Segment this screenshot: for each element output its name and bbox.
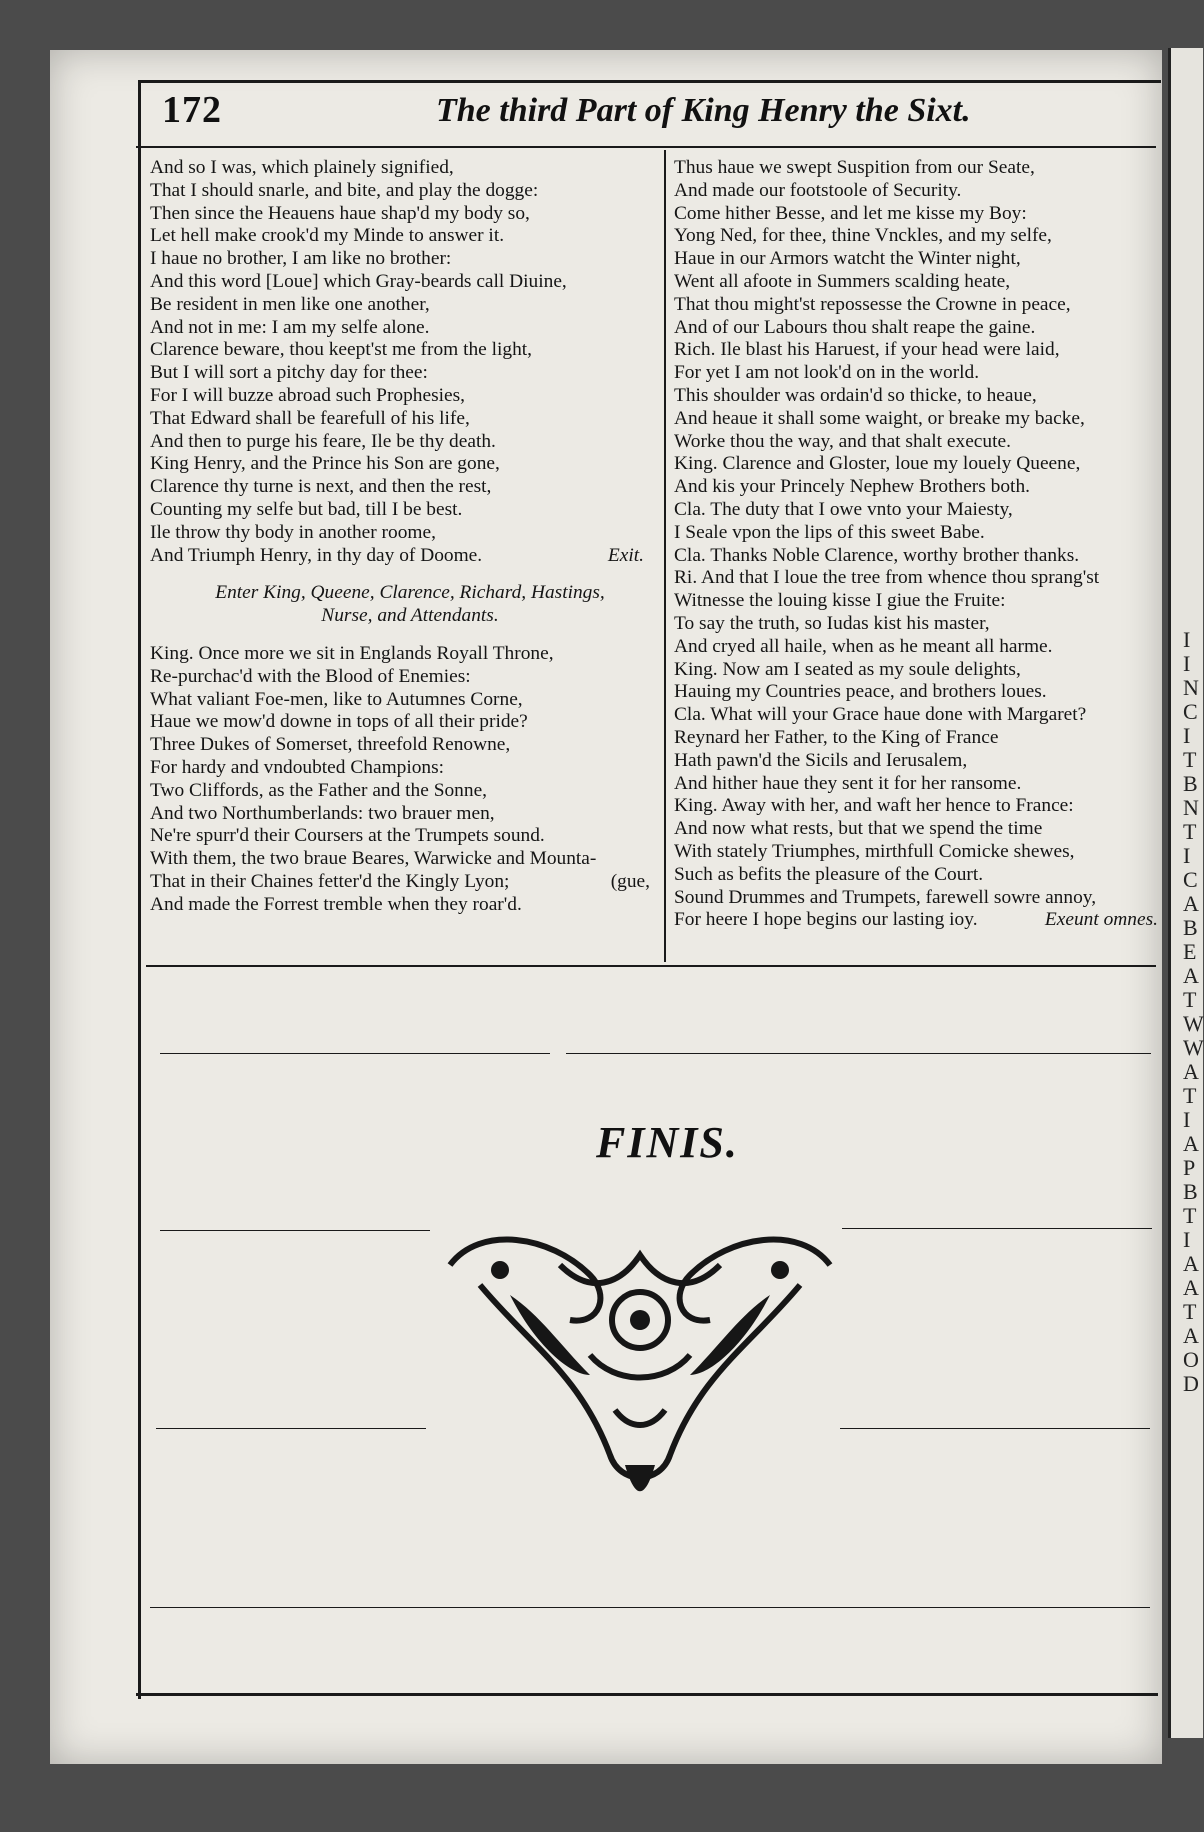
line-text: But I will sort a pitchy day for thee: xyxy=(150,362,428,384)
verse-line xyxy=(150,825,650,848)
line-text: Cla. What will your Grace haue done with Margaret? xyxy=(674,704,1087,726)
line-text: Cla. Thanks Noble Clarence, worthy brother thanks. xyxy=(674,544,1080,566)
page-number: 172 xyxy=(162,89,222,131)
facing-page-letter: W xyxy=(1183,1035,1204,1060)
rule-left-2 xyxy=(160,1230,430,1231)
facing-page-letter: W xyxy=(1183,1011,1204,1036)
verse-line xyxy=(150,643,650,666)
verse-line xyxy=(150,225,650,248)
facing-page-letter: O xyxy=(1183,1347,1199,1372)
exit-cue: Exeunt omnes. xyxy=(1044,909,1158,931)
facing-page-letter: A xyxy=(1183,1323,1199,1348)
verse-line xyxy=(674,339,1164,362)
verse-line xyxy=(150,180,650,203)
line-text: What valiant Foe-men, like to Autumnes Corne, xyxy=(150,688,523,710)
facing-page-letter: A xyxy=(1183,1131,1199,1156)
facing-page-letter: A xyxy=(1183,963,1199,988)
verse-line xyxy=(674,613,1164,636)
line-text: Haue in our Armors watcht the Winter night, xyxy=(674,248,1021,270)
facing-page-letter: D xyxy=(1183,1371,1199,1396)
verse-line xyxy=(150,757,650,780)
verse-line xyxy=(150,476,650,499)
line-text: King. Away with her, and waft her hence to France: xyxy=(674,795,1074,817)
verse-line xyxy=(674,909,1164,932)
line-text: Come hither Besse, and let me kisse my Boy: xyxy=(674,202,1027,224)
verse-line xyxy=(150,545,650,568)
line-text: Clarence thy turne is next, and then the rest, xyxy=(150,476,492,498)
line-text: King. Now am I seated as my soule delights, xyxy=(674,658,1021,680)
line-text: Sound Drummes and Trumpets, farewell sowre annoy, xyxy=(674,886,1097,908)
line-text: This shoulder was ordain'd so thicke, to heaue, xyxy=(674,384,1037,406)
line-text: With stately Triumphes, mirthfull Comicke shewes, xyxy=(674,840,1075,862)
facing-page-letter: C xyxy=(1183,699,1198,724)
line-text: That I should snarle, and bite, and play the dogge: xyxy=(150,179,539,201)
rule-right-3 xyxy=(840,1428,1150,1429)
line-text: For I will buzze abroad such Prophesies, xyxy=(150,384,466,406)
verse-line xyxy=(150,294,650,317)
column-divider xyxy=(664,150,666,962)
verse-line xyxy=(150,499,650,522)
line-text: And made the Forrest tremble when they roar'd. xyxy=(150,893,522,915)
verse-line xyxy=(674,385,1164,408)
facing-page-letter: I xyxy=(1183,627,1191,652)
line-text: And heaue it shall some waight, or breake my backe, xyxy=(674,407,1085,429)
line-text: And then to purge his feare, Ile be thy death. xyxy=(150,430,496,452)
line-text: And kis your Princely Nephew Brothers both. xyxy=(674,476,1030,498)
verse-line xyxy=(674,818,1164,841)
verse-line xyxy=(674,750,1164,773)
line-text: Be resident in men like one another, xyxy=(150,293,430,315)
verse-line xyxy=(674,453,1164,476)
line-text: King. Once more we sit in Englands Royall Throne, xyxy=(150,642,554,664)
verse-line xyxy=(674,887,1164,910)
finis-text: FINIS. xyxy=(596,1118,739,1167)
exit-cue: Exit. xyxy=(607,544,644,566)
facing-page-letter: I xyxy=(1183,1227,1191,1252)
line-text: Three Dukes of Somerset, threefold Renowne, xyxy=(150,734,511,756)
verse-line xyxy=(674,157,1164,180)
verse-line xyxy=(674,522,1164,545)
stage-direction xyxy=(150,582,650,605)
line-text: Hath pawn'd the Sicils and Ierusalem, xyxy=(674,749,968,771)
page-bottom-rule xyxy=(136,1693,1158,1696)
line-text: And of our Labours thou shalt reape the gaine. xyxy=(674,316,1036,338)
line-text: And so I was, which plainely signified, xyxy=(150,157,454,178)
line-text: I Seale vpon the lips of this sweet Babe. xyxy=(674,521,985,543)
facing-page-letter: B xyxy=(1183,1179,1198,1204)
verse-line xyxy=(150,339,650,362)
rule-left-1 xyxy=(160,1053,550,1054)
verse-line xyxy=(150,385,650,408)
text-end-rule xyxy=(146,965,1156,967)
facing-page-letter: T xyxy=(1183,747,1197,772)
line-text: For yet I am not look'd on in the world. xyxy=(674,362,980,384)
facing-page-letter: I xyxy=(1183,1107,1191,1132)
facing-page-letter: B xyxy=(1183,771,1198,796)
facing-page-letter: N xyxy=(1183,675,1199,700)
verse-line xyxy=(150,453,650,476)
verse-line xyxy=(674,408,1164,431)
line-text: And hither haue they sent it for her ransome. xyxy=(674,772,1022,794)
line-text: And cryed all haile, when as he meant all harme. xyxy=(674,635,1053,657)
line-text: Yong Ned, for thee, thine Vnckles, and my selfe, xyxy=(674,225,1052,247)
facing-page-letter: T xyxy=(1183,1299,1197,1324)
line-text: Cla. The duty that I owe vnto your Maiesty, xyxy=(674,498,1013,520)
verse-line xyxy=(674,271,1164,294)
verse-line xyxy=(150,431,650,454)
verse-line xyxy=(150,271,650,294)
line-text: That thou might'st repossesse the Crowne in peace, xyxy=(674,293,1071,315)
ornament-dot-1 xyxy=(491,1261,509,1279)
verse-line xyxy=(150,894,650,917)
stanza-gap xyxy=(150,567,650,582)
page-header xyxy=(136,84,1056,140)
verse-line xyxy=(674,841,1164,864)
facing-page-letter: I xyxy=(1183,843,1191,868)
line-text: Worke thou the way, and that shalt execute. xyxy=(674,430,1011,452)
ornament-leaf-b xyxy=(590,1355,690,1378)
rule-bottom-1 xyxy=(150,1607,1150,1608)
line-text: And made our footstoole of Security. xyxy=(674,179,962,201)
stanza-gap xyxy=(150,628,650,643)
facing-page-letter: A xyxy=(1183,1251,1199,1276)
turnover-word: (gue, xyxy=(610,870,650,892)
line-text: Nurse, and Attendants. xyxy=(321,605,499,627)
rule-right-2 xyxy=(842,1228,1152,1229)
facing-page-letter: T xyxy=(1183,819,1197,844)
line-text: Counting my selfe but bad, till I be best. xyxy=(150,498,463,520)
verse-line xyxy=(674,590,1164,613)
verse-line xyxy=(674,476,1164,499)
line-text: I haue no brother, I am like no brother: xyxy=(150,248,452,270)
verse-line xyxy=(674,180,1164,203)
verse-line xyxy=(674,636,1164,659)
line-text: That Edward shall be fearefull of his life, xyxy=(150,407,470,429)
verse-line xyxy=(150,734,650,757)
verse-line xyxy=(150,362,650,385)
facing-page-edge xyxy=(1168,48,1203,1738)
line-text: Then since the Heauens haue shap'd my body so, xyxy=(150,202,530,224)
line-text: Witnesse the louing kisse I giue the Fruite: xyxy=(674,590,1006,612)
line-text: Let hell make crook'd my Minde to answer it. xyxy=(150,225,505,247)
facing-page-letter: A xyxy=(1183,1059,1199,1084)
facing-page-letter: T xyxy=(1183,1203,1197,1228)
line-text: King. Clarence and Gloster, loue my louely Queene, xyxy=(674,453,1081,475)
verse-line xyxy=(674,203,1164,226)
verse-line xyxy=(150,317,650,340)
ornament-dot-2 xyxy=(771,1261,789,1279)
line-text: Ne're spurr'd their Coursers at the Trumpets sound. xyxy=(150,825,545,847)
verse-line xyxy=(674,294,1164,317)
verse-line xyxy=(674,362,1164,385)
verse-line xyxy=(674,864,1164,887)
verse-line xyxy=(674,248,1164,271)
verse-line xyxy=(150,780,650,803)
line-text: And this word [Loue] which Gray-beards call Diuine, xyxy=(150,270,567,292)
line-text: For heere I hope begins our lasting ioy. xyxy=(674,909,978,931)
facing-page-letter: A xyxy=(1183,1275,1199,1300)
line-text: Hauing my Countries peace, and brothers loues. xyxy=(674,681,1047,703)
facing-page-letter: T xyxy=(1183,1083,1197,1108)
facing-page-letter: N xyxy=(1183,795,1199,820)
tailpiece-ornament xyxy=(440,1225,840,1505)
verse-line xyxy=(150,803,650,826)
line-text: Reynard her Father, to the King of France xyxy=(674,726,999,748)
line-text: Haue we mow'd downe in tops of all their pride? xyxy=(150,711,528,733)
facing-page-letter: T xyxy=(1183,987,1197,1012)
verse-line xyxy=(674,795,1164,818)
facing-page-letter: P xyxy=(1183,1155,1196,1180)
facing-page-letter: C xyxy=(1183,867,1198,892)
verse-line xyxy=(674,659,1164,682)
verse-line xyxy=(674,727,1164,750)
line-text: Clarence beware, thou keept'st me from the light, xyxy=(150,339,533,361)
header-rule xyxy=(136,146,1156,148)
running-title: The third Part of King Henry the Sixt. xyxy=(436,92,971,129)
line-text: And not in me: I am my selfe alone. xyxy=(150,316,430,338)
line-text: Thus haue we swept Suspition from our Seate, xyxy=(674,157,1035,178)
facing-page-letter: B xyxy=(1183,915,1198,940)
verse-line xyxy=(150,666,650,689)
verse-line xyxy=(674,545,1164,568)
facing-page-letter: E xyxy=(1183,939,1197,964)
verse-line xyxy=(674,499,1164,522)
verse-line xyxy=(674,773,1164,796)
verse-line xyxy=(150,248,650,271)
verse-line xyxy=(674,704,1164,727)
facing-page-letter: I xyxy=(1183,651,1191,676)
line-text: Went all afoote in Summers scalding heate, xyxy=(674,270,1011,292)
verse-line xyxy=(150,689,650,712)
verse-line xyxy=(150,848,650,871)
line-text: To say the truth, so Iudas kist his master, xyxy=(674,612,990,634)
line-text: Ile throw thy body in another roome, xyxy=(150,521,436,543)
line-text: Two Cliffords, as the Father and the Sonne, xyxy=(150,779,488,801)
verse-line xyxy=(674,317,1164,340)
line-text: That in their Chaines fetter'd the Kingly Lyon; xyxy=(150,870,510,892)
line-text: Re-purchac'd with the Blood of Enemies: xyxy=(150,665,471,687)
verse-line xyxy=(674,567,1164,590)
verse-line xyxy=(150,522,650,545)
right-column xyxy=(674,157,1164,932)
verse-line xyxy=(674,431,1164,454)
rule-left-3 xyxy=(156,1428,426,1429)
stage-direction xyxy=(150,605,650,628)
left-column xyxy=(150,157,650,917)
line-text: And now what rests, but that we spend the time xyxy=(674,818,1043,840)
line-text: For hardy and vndoubted Champions: xyxy=(150,756,445,778)
ornament-tip xyxy=(625,1465,655,1491)
verse-line xyxy=(674,681,1164,704)
verse-line xyxy=(150,408,650,431)
line-text: King Henry, and the Prince his Son are gone, xyxy=(150,453,500,475)
ornament-dot-3 xyxy=(630,1310,650,1330)
line-text: Enter King, Queene, Clarence, Richard, Hastings, xyxy=(215,582,605,604)
verse-line xyxy=(150,203,650,226)
ornament-leaf-c xyxy=(615,1410,665,1425)
facing-page-letter: A xyxy=(1183,891,1199,916)
rule-right-1 xyxy=(566,1053,1151,1054)
line-text: Such as befits the pleasure of the Court. xyxy=(674,863,984,885)
line-text: Rich. Ile blast his Haruest, if your head were laid, xyxy=(674,339,1060,361)
line-text: Ri. And that I loue the tree from whence thou sprang'st xyxy=(674,567,1100,589)
facing-page-letter: I xyxy=(1183,723,1191,748)
verse-line xyxy=(150,711,650,734)
verse-line xyxy=(674,225,1164,248)
line-text: And Triumph Henry, in thy day of Doome. xyxy=(150,544,483,566)
verse-line xyxy=(150,871,650,894)
verse-line xyxy=(150,157,650,180)
line-text: And two Northumberlands: two brauer men, xyxy=(150,802,495,824)
line-text: With them, the two braue Beares, Warwicke and Mounta- xyxy=(150,848,597,870)
